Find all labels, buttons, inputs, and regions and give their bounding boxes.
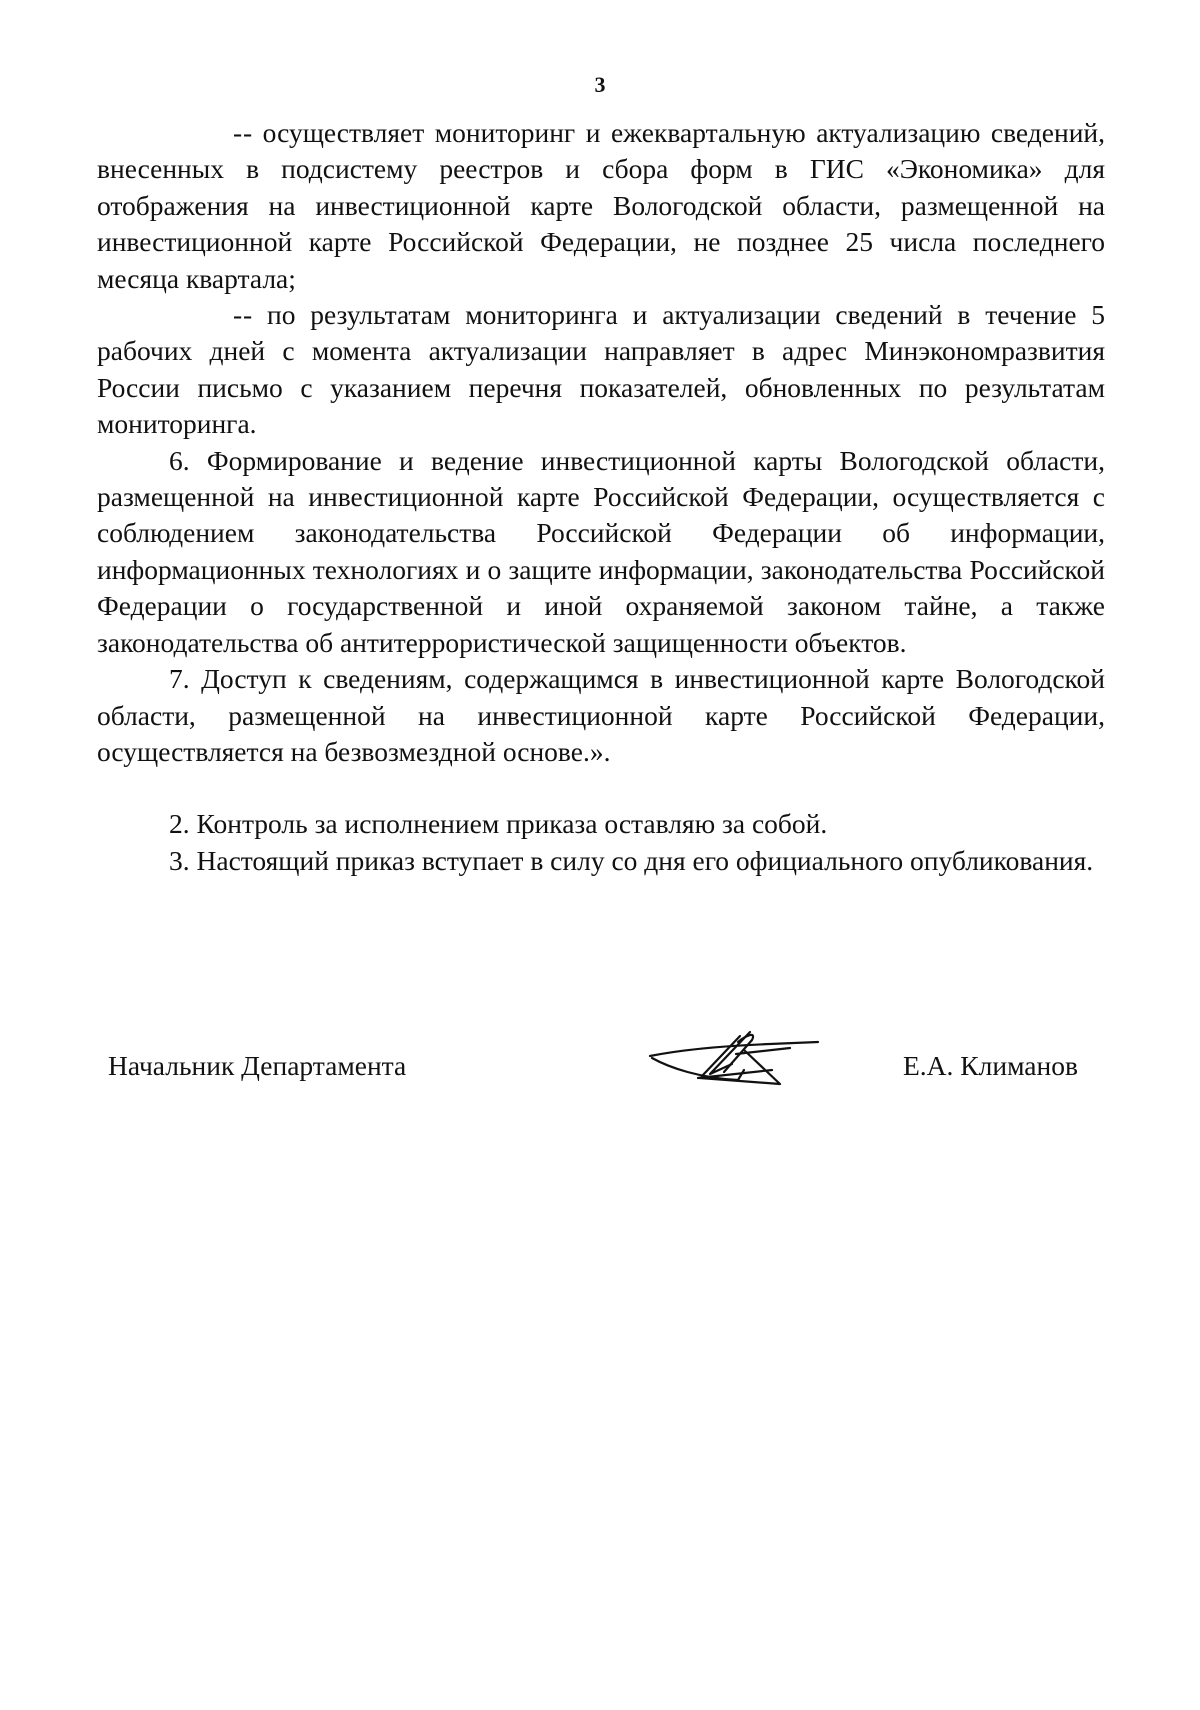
paragraph-item-6: 6. Формирование и ведение инвестиционной карты Вологодской области, размещенной на инвестиционной карте Российской Федерации, осуществляется с соблюдением законодательства Российской Федерации об информации, информационных технологиях и о защите информации, законодательства Российской Федерации о государственной и иной охраняемой законом тайне, а также законодательства об антитеррористической защищенности объектов. [97, 444, 1105, 658]
handwritten-signature-icon [640, 1028, 840, 1098]
signature-block [0, 1028, 1200, 1108]
page-number: 3 [594, 72, 606, 97]
paragraph-item-7: 7. Доступ к сведениям, содержащимся в инвестиционной карте Вологодской области, размещенной на инвестиционной карте Российской Федерации, осуществляется на безвозмездной основе.». [97, 663, 1105, 767]
document-body [97, 115, 1105, 879]
bullet-paragraph-results [97, 297, 1105, 443]
bullet-dash: - [233, 299, 243, 331]
signatory-position: Начальник Департамента [108, 1050, 407, 1081]
paragraph-effective-date: 3. Настоящий приказ вступает в силу со дня его официального опубликования. [169, 844, 1094, 876]
bullet-dash: - [233, 117, 243, 148]
bullet-paragraph-monitoring [97, 115, 1105, 297]
signatory-name: Е.А. Климанов [903, 1050, 1078, 1081]
bullet-text: - по результатам мониторинга и актуализации сведений в течение 5 рабочих дней с момента актуализации направляет в адрес Минэкономразвития России письмо с указанием перечня показателей, обновленных по результатам мониторинга. [97, 299, 1105, 440]
bullet-text: - осуществляет мониторинг и ежеквартальную актуализацию сведений, внесенных в подсистему реестров и сбора форм в ГИС «Экономика» для отображения на инвестиционной карте Вологодской области, размещенной на инвестиционной карте Российской Федерации, не позднее 25 числа последнего месяца квартала; [97, 117, 1105, 294]
paragraph-gap [97, 770, 1105, 806]
paragraph-control: 2. Контроль за исполнением приказа оставляю за собой. [169, 808, 828, 840]
